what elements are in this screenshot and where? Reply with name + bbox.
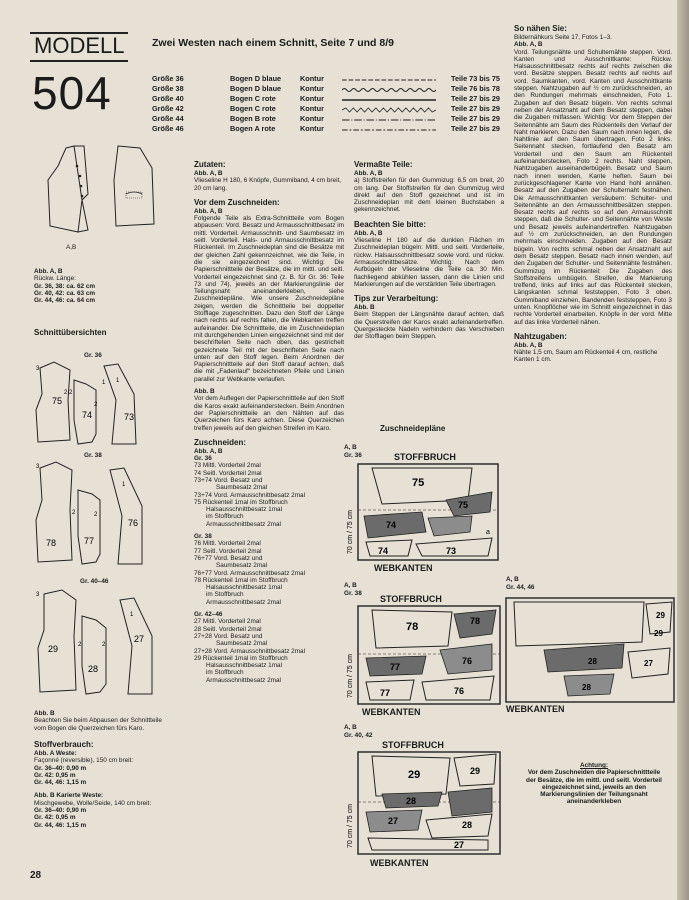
overview-diagram-36 (34, 360, 166, 450)
svg-text:27: 27 (388, 816, 399, 826)
svg-text:a: a (486, 529, 490, 536)
parts-label: Teile 73 bis 75 (451, 74, 500, 83)
size-row (152, 94, 500, 104)
svg-text:29: 29 (470, 766, 481, 776)
verm-text: a) Stoffstreifen für den Gummizug: 6,5 cm breit, 20 cm lang. Der Stoffstreifen für den Gummizug wird direkt auf den Stoff gezeichnet und ist im Zuschneideplan mit dem kleinen Buchstaben a gekennzeichnet. (354, 177, 504, 214)
cut-row: Saumbesatz 2mal (216, 484, 268, 492)
svg-text:75: 75 (52, 396, 63, 406)
svg-text:76: 76 (462, 656, 473, 666)
model-word: MODELL (34, 33, 125, 58)
svg-text:27: 27 (454, 840, 465, 850)
plan-4042-size: Gr. 40, 42 (344, 732, 373, 739)
length-row: Gr. 40, 42: ca. 63 cm (34, 289, 96, 297)
plan-38-size: Gr. 38 (344, 590, 362, 597)
attention-box (524, 762, 664, 806)
plan-4042-diagram (342, 750, 502, 858)
fabric-title: Stoffverbrauch: (34, 740, 94, 749)
size-label: Größe 38 (152, 84, 184, 93)
length-heading: Rückw. Länge: (34, 275, 76, 283)
svg-text:73: 73 (446, 546, 457, 556)
zutaten-abb: Abb. A, B (194, 170, 223, 177)
cut-row: 73 Mittl. Vorderteil 2mal (194, 462, 261, 470)
naht-abb: Abb. A, B (514, 341, 543, 349)
svg-text:75: 75 (412, 477, 425, 489)
cut-row: Saumbesatz 2mal (216, 562, 268, 570)
zus-abb: Abb. A, B (194, 447, 223, 455)
beacht-text: Vlieseline H 180 auf die dunklen Flächen im Zuschneideplan bügeln: Mittl. und seitl. Vorderteile, rückw. Halsausschnittbesatz sowie vord. und rückw. Armausschnittbesätze. Wichtig: Nach dem Aufbügeln der Vlieseline die Teile ca. 30 Min. flachliegend abkühlen lassen, dann die Linien und Markierungen auf die verstärkten Teile übertragen. (354, 237, 504, 288)
sheet-label: Bogen B rote (230, 114, 276, 123)
plan-4446-diagram (504, 596, 676, 704)
length-row: Gr. 36, 38: ca. 62 cm (34, 282, 96, 290)
vor-abb: Abb. A, B (194, 207, 223, 215)
cut-row: Saumbesatz 2mal (216, 640, 268, 648)
vor-text-b: Vor dem Auflegen der Papierschnittteile auf den Stoff die Karos exakt aufeinanderstecken. Beim Anordnen der Papierschnittteile an den Nähten auf das Querzeichen fürs Karo achten. Diese Querzeichen treffen jeweils auf den gleichen Streifen im Karo. (194, 395, 344, 432)
size-label: Größe 36 (152, 74, 184, 83)
svg-text:76: 76 (128, 518, 139, 528)
page-title: Zwei Westen nach einem Schnitt, Seite 7 und 8/9 (152, 37, 394, 49)
cut-row: 74 Seitl. Vorderteil 2mal (194, 469, 262, 477)
size-row (152, 74, 500, 84)
svg-text:77: 77 (390, 662, 401, 672)
svg-text:27: 27 (134, 634, 145, 644)
abb-b-text: Beachten Sie beim Abpausen der Schnittteile vom Bogen die Querzeichen fürs Karo. (34, 717, 162, 732)
svg-text:1: 1 (116, 378, 120, 384)
svg-text:1: 1 (130, 612, 134, 618)
svg-text:2: 2 (102, 642, 106, 648)
tips-title: Tips zur Verarbeitung: (354, 294, 439, 304)
cut-row: Armausschnittbesatz 2mal (206, 520, 281, 528)
kontur-label: Kontur (300, 84, 324, 93)
svg-text:28: 28 (588, 657, 597, 666)
cut-row: 78 Rückenteil 1mal im Stoffbruch (194, 576, 288, 584)
svg-text:1: 1 (122, 482, 126, 488)
parts-label: Teile 76 bis 78 (451, 84, 500, 93)
cut-row: 29 Rückenteil 1mal im Stoffbruch (194, 654, 288, 662)
svg-text:3: 3 (36, 366, 40, 372)
svg-text:28: 28 (582, 683, 591, 692)
overview-diagram-38 (34, 460, 166, 580)
fabric-row: Gr. 44, 46: 1,15 m (34, 821, 87, 829)
size-label: Größe 40 (152, 94, 184, 103)
plan-4446-size: Gr. 44, 46 (506, 584, 535, 591)
sheet-label: Bogen D blaue (230, 84, 282, 93)
zutaten-text: Vlieseline H 180, 6 Knöpfe, Gummiband, 4 cm breit, 20 cm lang. (194, 177, 342, 192)
vest-illustration (44, 140, 164, 240)
sheet-label: Bogen C rote (230, 104, 276, 113)
svg-text:77: 77 (84, 536, 95, 546)
so-title: So nähen Sie: (514, 24, 567, 33)
zus-gr42: Gr. 42–46 (194, 611, 223, 619)
parts-label: Teile 27 bis 29 (451, 124, 500, 133)
cut-row: im Stoffbruch (206, 591, 244, 599)
cut-row: im Stoffbruch (206, 669, 244, 677)
attention-text: Vor dem Zuschneiden die Papierschnittteile der Besätze, die im mittl. und seitl. Vorderteil eingezeichnet sind, jeweils an den Markierungslinien der Teilungsnaht aneinanderkleben (526, 769, 662, 806)
beacht-abb: Abb. A, B (354, 229, 383, 237)
plan-4042-ab: A, B (344, 724, 357, 731)
cut-row: 27 Mittl. Vorderteil 2mal (194, 618, 261, 626)
svg-text:27: 27 (644, 659, 653, 668)
parts-label: Teile 27 bis 29 (451, 94, 500, 103)
cut-row: 75 Rückenteil 1mal im Stoffbruch (194, 498, 288, 506)
overview-diagram-4046 (34, 586, 166, 704)
svg-text:28: 28 (88, 664, 99, 674)
cut-row: 73+74 Vord. Besatz und (194, 476, 263, 484)
notes-column (354, 160, 504, 341)
plan-36-webkanten: WEBKANTEN (374, 563, 433, 573)
overview-gr36: Gr. 36 (84, 352, 102, 359)
svg-text:3: 3 (36, 464, 40, 470)
fabric-row: Gr. 36–40: 0,90 m (34, 807, 87, 815)
svg-text:76: 76 (454, 686, 465, 696)
kontur-label: Kontur (300, 124, 324, 133)
plan-36-size: Gr. 36 (344, 452, 362, 459)
svg-text:74: 74 (82, 410, 93, 420)
fabric-a-desc: Façonné (reversible), 150 cm breit: (34, 757, 134, 765)
cut-row: 76+77 Vord. Besatz und (194, 554, 263, 562)
overview-gr4046: Gr. 40–46 (80, 578, 109, 585)
plan-4042-side-label: 70 cm / 75 cm (347, 804, 354, 848)
vor-abb-b: Abb. B (194, 388, 215, 396)
zus-gr36: Gr. 36 (194, 455, 212, 463)
overview-gr38: Gr. 38 (84, 452, 102, 459)
plan-38-diagram (342, 604, 502, 708)
model-number: 504 (32, 67, 112, 119)
plan-36-side-label: 70 cm / 75 cm (347, 510, 354, 554)
abb-b-note (34, 710, 164, 732)
vor-text: Folgende Teile als Extra-Schnittteile vom Bogen abpausen: Vord. Besatz und Armausschnittbesatz im mittl. Vorderteil. Armausschnitt- und Saumbesatz im seitl. Vorderteil. Hals- und Armausschnittbesatz im Rückenteil. Im Zuschneideplan sind die Besätze mit der gleichen Zahl gekennzeichnet, wie die Teile, in die sie eingezeichnet sind. Wichtig: Die Papierschnittteile der Besätze, die im mittl. und seitl. Vorderteil eingezeichnet sind (z. B. für Gr. 36: Teile 73 und 74), jeweils an der Markierungslinie der Teilungsnaht aneinanderkleben, siehe Zuschneidepläne. Wie unsere Zuschneidepläne zeigen, werden die Schnittteile bei doppelter Stofflage zugeschnitten. Dazu den Stoff der Länge nach rechts auf rechts falten, die Webkanten treffen aufeinander. Die Schnittteile, die im Zuschneideplan mit durchgehenden Linien eingezeichnet sind mit der beschrifteten Seite nach oben, das gestrichelt gezeichnete Teil mit der beschrifteten Seite nach unten auf den Stoff legen. Beim Anordnen der Papierschnittteile auf den Stoff darauf achten, daß die mit „Fadenlauf“ bezeichneten Pfeile und Linien parallel zur Webkante verlaufen. (194, 215, 344, 383)
sheet-label: Bogen D blaue (230, 74, 282, 83)
plan-36-ab: A, B (344, 444, 357, 451)
size-label: Größe 42 (152, 104, 184, 113)
cut-row: Halsausschnittbesatz 1mal (206, 584, 283, 592)
cut-row: 27+28 Vord. Besatz und (194, 632, 263, 640)
svg-text:29: 29 (654, 629, 663, 638)
kontur-label: Kontur (300, 114, 324, 123)
svg-text:74: 74 (386, 520, 397, 530)
size-table (152, 74, 500, 134)
cut-row: Armausschnittbesatz 2mal (206, 598, 281, 606)
naht-text: Nähte 1,5 cm, Saum am Rückenteil 4 cm, restliche Kanten 1 cm. (514, 349, 658, 364)
sheet-label: Bogen A rote (230, 124, 276, 133)
length-row: Gr. 44, 46: ca. 64 cm (34, 297, 96, 305)
zus-gr38: Gr. 38 (194, 533, 212, 541)
zus-title: Zuschneiden: (194, 437, 247, 447)
fabric-row: Gr. 44, 46: 1,15 m (34, 779, 87, 787)
kontur-label: Kontur (300, 74, 324, 83)
fabric-row: Gr. 42: 0,95 m (34, 771, 76, 779)
so-abb: Abb. A, B (514, 41, 543, 49)
page-number: 28 (30, 870, 42, 881)
svg-text:3: 3 (36, 592, 40, 598)
svg-text:78: 78 (470, 616, 481, 626)
cut-row: 77 Seitl. Vorderteil 2mal (194, 547, 262, 555)
plan-36-stoffbruch: STOFFBRUCH (394, 452, 456, 462)
size-label: Größe 44 (152, 114, 184, 123)
so-intro: Bildernähkurs Seite 17, Fotos 1–3. (514, 34, 613, 41)
svg-text:78: 78 (406, 621, 419, 633)
attention-title: Achtung: (579, 762, 609, 769)
parts-label: Teile 27 bis 29 (451, 104, 500, 113)
size-row (152, 124, 500, 134)
fabric-block (34, 740, 164, 829)
kontur-label: Kontur (300, 94, 324, 103)
sheet-label: Bogen C rote (230, 94, 276, 103)
so-text: Vord. Teilungsnähte und Schulternähte steppen. Vord. Kanten und Ausschnittkante: Rückw. Halsausschnittbesatz rechts auf rechts zwischen die vord. Besätze steppen. Besatz rechts auf rechts auf vord. Saumkanten, vord. Kanten und Ausschnittkante steppen. Nahtzugaben auf ½ cm zurückschneiden, an den Rundungen mehrmals einschneiden, Foto 1. Zugaben auf den Besatz bügeln. Von rechts schmal neben der Ansatznaht auf dem Besatz steppen, dabei die Zugaben mitfassen. Wichtig: Vor dem Steppen der Seitennähte am Saum des Rückenteils den Verlauf der Naht markieren. Dazu den Saum nach innen legen, die Nahtlinie auf den Saum übertragen, Foto 2 links. Seitennaht stecken, fortlaufend den Besatz am Vorderteil und den Saum am Rückenteil aufeinanderstecken, Foto 2 rechts. Naht steppen, Nahtzugaben auseinanderbügeln. Besatz und Saum nach innen wenden, Kante heften. Saum bei zurückgeschlagener Kante von Hand hohl annähen. Besatz auf den Zugaben der Schulternaht festnähen. Die Armausschnittkanten versäubern: Schulter- und Seitennähte an den Armausschnittbesätzen steppen. Besatz rechts auf rechts so auf den Armausschnitt steppen, daß die Schulter- und Seitennähte von Weste und Besatz jeweils aufeinandertreffen. Nahtzugaben auf ½ cm zurückschneiden, an den Rundungen mehrmals einschneiden. Zugaben auf den Besatz bügeln. Von rechts schmal neben der Ansatznaht auf dem Besatz steppen. Besatz nach innen wenden, auf den Zugaben der Schulter- und Seitennähte festnähen. Gummizug im Rückenteil: Die Zugaben des Stoffstreifens umbügeln. Streifen, die Markierung treffend, links auf links auf das Rückenteil stecken, Längskanten schmal feststeppen, Foto 3 oben. Gummiband einziehen, Bandenden feststeppen, Foto 3 unten. Knopflöcher wie im Schnitt eingezeichnet in das rechte Vorderteil einarbeiten. Knöpfe in der vord. Mitte auf das linke Vorderteil nähen. (514, 48, 672, 326)
cut-row: 76+77 Vord. Armausschnittbesatz 2mal (194, 569, 306, 577)
svg-text:28: 28 (406, 796, 417, 806)
cut-row: Armausschnittbesatz 2mal (206, 676, 281, 684)
cut-row: 28 Seitl. Vorderteil 2mal (194, 625, 262, 633)
svg-text:2 2: 2 2 (64, 390, 73, 396)
page-fold-shadow (677, 0, 689, 900)
length-abb: Abb. A, B (34, 268, 63, 275)
fabric-b-desc: Mischgewebe, Wolle/Seide, 140 cm breit: (34, 799, 152, 807)
parts-label: Teile 27 bis 29 (451, 114, 500, 123)
svg-text:2: 2 (94, 402, 98, 408)
fabric-a-label: Abb. A Weste: (34, 750, 77, 757)
zutaten-title: Zutaten: (194, 160, 226, 169)
cut-row: 73+74 Vord. Armausschnittbesatz 2mal (194, 491, 306, 499)
plan-4042-webkanten: WEBKANTEN (370, 858, 429, 868)
plan-38-side-label: 70 cm / 75 cm (347, 654, 354, 698)
beacht-title: Beachten Sie bitte: (354, 219, 427, 229)
plan-38-stoffbruch: STOFFBRUCH (380, 594, 442, 604)
svg-text:2: 2 (72, 510, 76, 516)
cut-row: im Stoffbruch (206, 513, 244, 521)
verm-title: Vermaßte Teile: (354, 160, 413, 169)
svg-text:75: 75 (458, 500, 469, 510)
sewing-column (514, 24, 672, 364)
vor-title: Vor dem Zuschneiden: (194, 197, 280, 207)
verm-abb: Abb. A, B (354, 170, 383, 177)
abb-b-label: Abb. B (34, 710, 55, 717)
size-row (152, 84, 500, 94)
svg-text:29: 29 (408, 769, 421, 781)
svg-text:1: 1 (102, 380, 106, 386)
cut-row: Halsausschnittbesatz 1mal (206, 506, 283, 514)
size-row (152, 104, 500, 114)
svg-text:2: 2 (78, 642, 82, 648)
cut-row: Halsausschnittbesatz 1mal (206, 662, 283, 670)
fabric-b-label: Abb. B Karierte Weste: (34, 792, 104, 800)
plan-36-diagram (342, 462, 502, 564)
svg-text:2: 2 (94, 512, 98, 518)
fabric-row: Gr. 36–40: 0,90 m (34, 764, 87, 772)
kontur-label: Kontur (300, 104, 324, 113)
size-row (152, 114, 500, 124)
length-block (34, 268, 144, 304)
plan-38-ab: A, B (344, 582, 357, 589)
svg-text:78: 78 (46, 538, 57, 548)
plan-4042-stoffbruch: STOFFBRUCH (382, 740, 444, 750)
plan-4446-webkanten: WEBKANTEN (506, 704, 565, 714)
naht-title: Nahtzugaben: (514, 331, 567, 341)
svg-text:74: 74 (378, 546, 389, 556)
svg-text:29: 29 (48, 644, 59, 654)
cut-row: 27+28 Vord. Armausschnittbesatz 2mal (194, 647, 306, 655)
vest-label: A,B (66, 244, 77, 251)
size-label: Größe 46 (152, 124, 184, 133)
tips-text: Beim Steppen der Längsnähte darauf achten, daß die Querstreifen der Karos exakt aufeinandertreffen. Quergesteckte Nadeln verhindern das Verschieben der Stofflagen beim Steppen. (354, 311, 504, 341)
svg-text:29: 29 (656, 611, 665, 620)
svg-text:73: 73 (124, 412, 135, 422)
tips-abb: Abb. B (354, 304, 375, 312)
plans-title: Zuschneidepläne (380, 424, 446, 433)
svg-text:77: 77 (380, 688, 391, 698)
plan-4446-ab: A, B (506, 576, 519, 583)
instructions-column (194, 160, 344, 684)
fabric-row: Gr. 42: 0,95 m (34, 814, 76, 822)
svg-text:28: 28 (462, 820, 473, 830)
overview-title: Schnittübersichten (34, 328, 107, 337)
plan-38-webkanten: WEBKANTEN (362, 707, 421, 717)
cut-row: 76 Mittl. Vorderteil 2mal (194, 540, 261, 548)
